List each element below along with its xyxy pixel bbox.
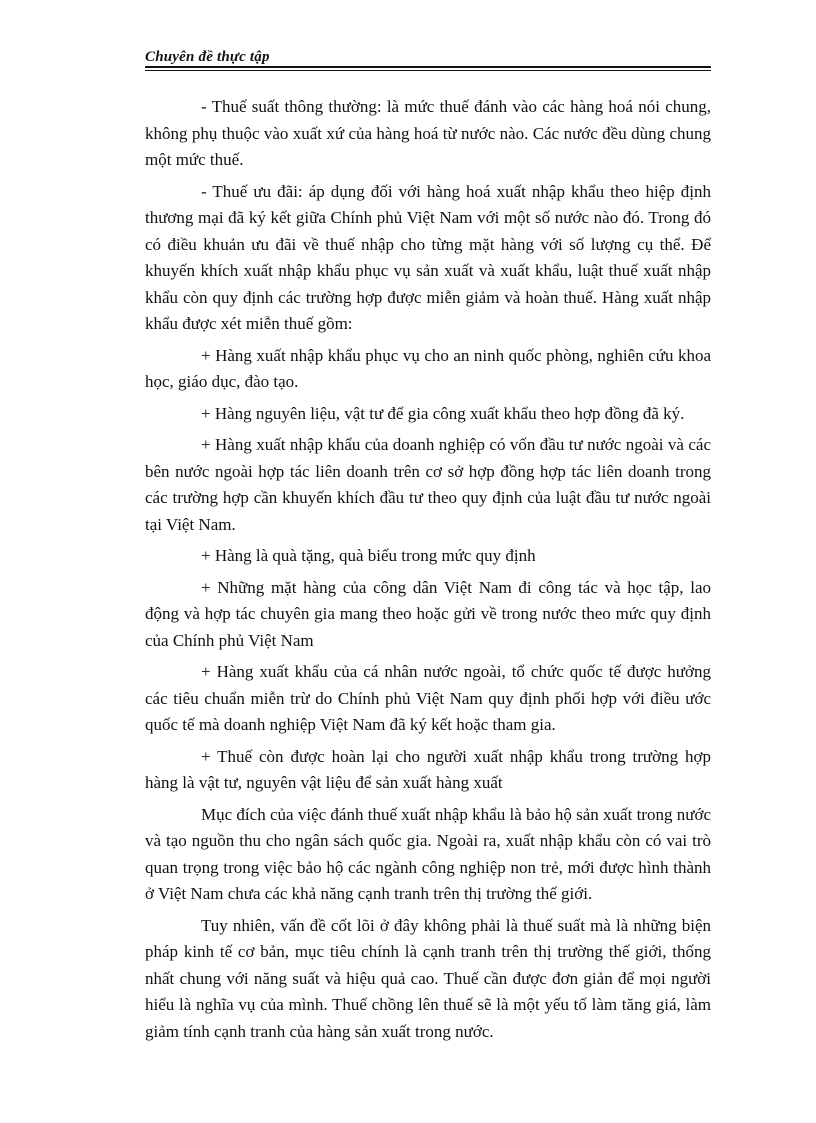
document-body bbox=[145, 94, 711, 1050]
page-header bbox=[145, 46, 711, 68]
paragraph: + Hàng xuất khẩu của cá nhân nước ngoài, tổ chức quốc tế được hưởng các tiêu chuẩn miễn trừ do Chính phủ Việt Nam quy định phối hợp với điều ước quốc tế mà doanh nghiệp Việt Nam đã ký kết hoặc tham gia. bbox=[145, 662, 711, 734]
paragraph: + Hàng là quà tặng, quà biếu trong mức quy định bbox=[201, 546, 536, 565]
header-rule bbox=[145, 66, 711, 68]
paragraph: + Hàng nguyên liệu, vật tư để gia công xuất khẩu theo hợp đồng đã ký. bbox=[201, 403, 685, 423]
paragraph: + Thuế còn được hoàn lại cho người xuất nhập khẩu trong trường hợp hàng là vật tư, nguyên vật liệu để sản xuất hàng xuất bbox=[145, 746, 711, 792]
paragraph: Mục đích của việc đánh thuế xuất nhập khẩu là bảo hộ sản xuất trong nước và tạo nguồn thu cho ngân sách quốc gia. Ngoài ra, xuất nhập khẩu còn có vai trò quan trọng trong việc bảo hộ các ngành công nghiệp non trẻ, mới được hình thành ở Việt Nam chưa các khả năng cạnh tranh trên thị trường thế giới. bbox=[145, 804, 711, 903]
paragraph: - Thuế suất thông thường: là mức thuế đánh vào các hàng hoá nói chung, không phụ thuộc vào xuất xứ của hàng hoá từ nước nào. Các nước đều dùng chung một mức thuế. bbox=[145, 97, 711, 169]
paragraph: - Thuế ưu đãi: áp dụng đối với hàng hoá xuất nhập khẩu theo hiệp định thương mại đã ký kết giữa Chính phủ Việt Nam với một số nước nào đó. Trong đó có điều khuản ưu đãi về thuế nhập cho từng mặt hàng với số lượng cụ thể. Để khuyến khích xuất nhập khẩu phục vụ sản xuất và xuất khẩu, luật thuế xuất nhập khẩu còn quy định các trường hợp được miễn giảm và hoàn thuế. Hàng xuất nhập khẩu được xét miễn thuế gồm: bbox=[145, 181, 711, 333]
header-title: Chuyên đề thực tập bbox=[145, 49, 270, 65]
paragraph: + Hàng xuất nhập khẩu của doanh nghiệp có vốn đầu tư nước ngoài và các bên nước ngoài hợp tác liên doanh trên cơ sở hợp đồng hợp tác liên doanh trong các trường hợp cần khuyến khích đầu tư theo quy định của luật đầu tư nước ngoài tại Việt Nam. bbox=[145, 435, 711, 534]
paragraph: + Hàng xuất nhập khẩu phục vụ cho an ninh quốc phòng, nghiên cứu khoa học, giáo dục, đào tạo. bbox=[145, 345, 711, 391]
header-rule-thin bbox=[145, 70, 711, 71]
paragraph: + Những mặt hàng của công dân Việt Nam đi công tác và học tập, lao động và hợp tác chuyên gia mang theo hoặc gửi về trong nước theo mức quy định của Chính phủ Việt Nam bbox=[145, 577, 711, 650]
paragraph: Tuy nhiên, vấn đề cốt lõi ở đây không phải là thuế suất mà là những biện pháp kinh tế cơ bản, mục tiêu chính là cạnh tranh trên thị trường thế giới, thống nhất chung với năng suất và hiệu quả cao. Thuế cần được đơn giản để mọi người hiểu là nghĩa vụ của mình. Thuế chồng lên thuế sẽ là một yếu tố làm tăng giá, làm giảm tính cạnh tranh của hàng sản xuất trong nước. bbox=[145, 915, 711, 1041]
